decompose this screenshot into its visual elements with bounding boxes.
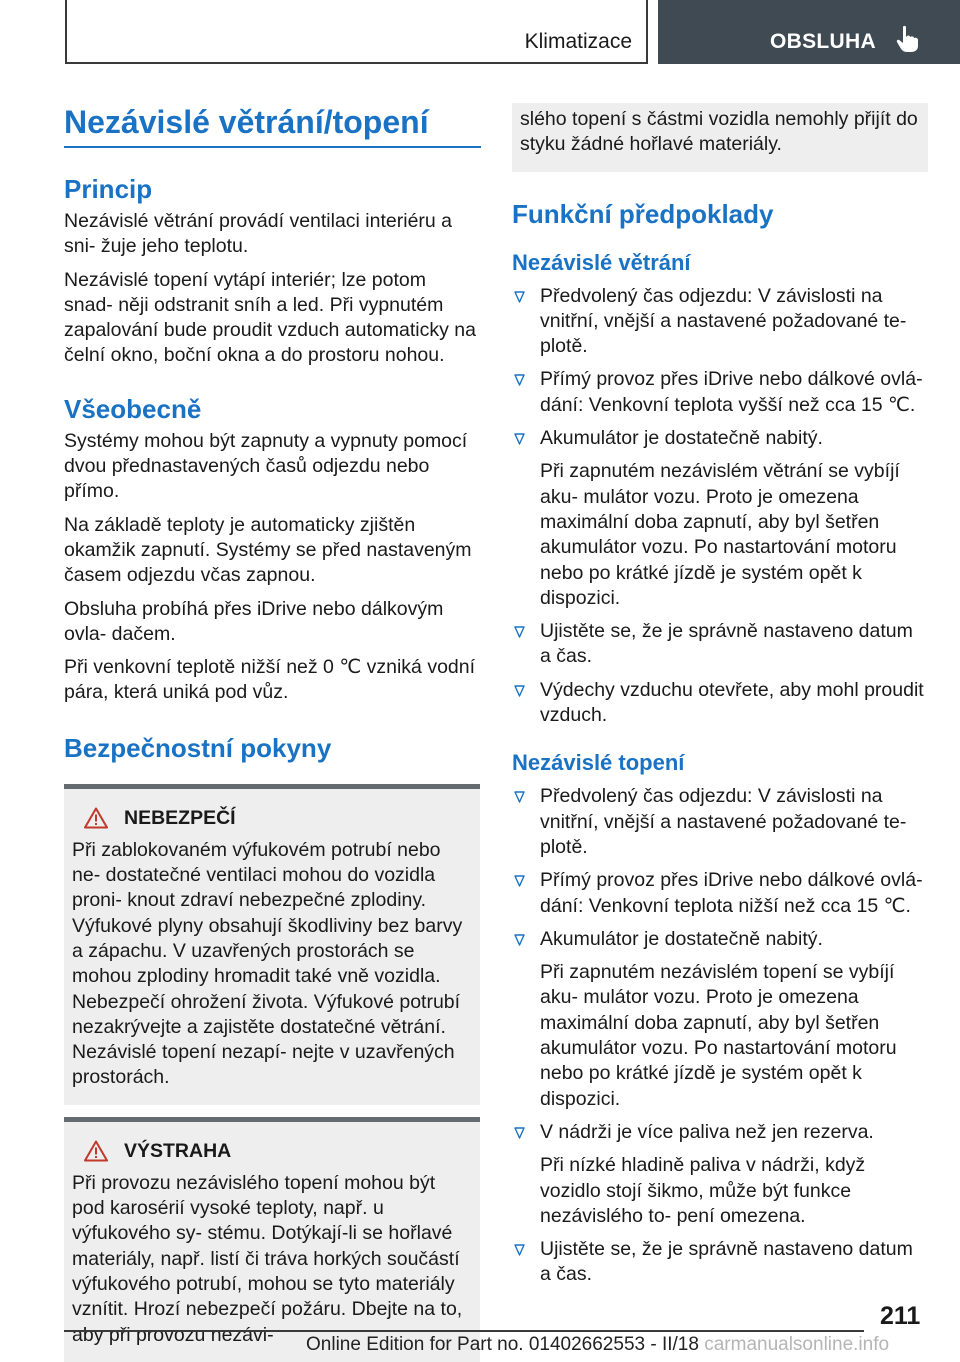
warning-header [84, 1140, 472, 1163]
warning-continued [512, 103, 928, 172]
list-item-text: Akumulátor je dostatečně nabitý. [540, 927, 823, 950]
list-item-subtext: Při zapnutém nezávislém větrání se vybíjí aku- mulátor vozu. Proto je omezena maximální doba zapnutí, aby byl šetřen akumulátor vozu. Po nastartování motoru nebo po krátké jízdě je systém opět k dispozici. [540, 460, 900, 609]
list-item-text: Předvolený čas odjezdu: V závislosti na vnitřní, vnější a nastavené požadované te- plotě. [540, 284, 907, 358]
section-tab [658, 0, 960, 64]
topeni-list [512, 784, 928, 1287]
page-title: Nezávislé větrání/topení [64, 104, 429, 140]
vseobecne-paragraph-1: Systémy mohou být zapnuty a vypnuty pomocí dvou přednastavených časů odjezdu nebo přímo. [64, 429, 468, 503]
list-item-text: Akumulátor je dostatečně nabitý. [540, 427, 823, 450]
page-number: 211 [880, 1302, 921, 1330]
vseobecne-paragraph-3: Obsluha probíhá přes iDrive nebo dálkovým ovla- dačem. [64, 597, 444, 645]
triangle-bullet-icon [514, 374, 525, 386]
footer [306, 1334, 889, 1356]
heading-nezavisle-topeni: Nezávislé topení [512, 750, 685, 776]
list-item [512, 927, 928, 1112]
danger-notice [64, 784, 480, 1105]
list-item-text: Přímý provoz přes iDrive nebo dálkové ovlá- dání: Venkovní teplota nižší než cca 15 ℃. [540, 869, 923, 917]
triangle-bullet-icon [514, 626, 525, 638]
title-rule [64, 146, 481, 148]
edition-text: Online Edition for Part no. 01402662553 - II/18 [306, 1334, 699, 1355]
list-item-subtext: Při nízké hladině paliva v nádrži, když vozidlo stojí šikmo, může být funkce nezávislého to- pení omezena. [540, 1154, 866, 1227]
list-item-subtext: Při zapnutém nezávislém topení se vybíjí aku- mulátor vozu. Proto je omezena maximální doba zapnutí, aby byl šetřen akumulátor vozu. Po nastartování motoru nebo po krátké jízdě je systém opět k dispozici. [540, 961, 897, 1110]
page-header [65, 0, 648, 64]
chapter-title: Klimatizace [524, 30, 632, 53]
watermark: carmanualsonline.info [704, 1334, 890, 1355]
heading-nezavisle-vetrani: Nezávislé větrání [512, 249, 691, 275]
danger-text: Při zablokovaném výfukovém potrubí nebo ne- dostatečné ventilaci mohou do vozidla proni- knout zdraví nebezpečné zplodiny. Výfukové plyny obsahují škodliviny bez barvy a zápachu. V uzavřených prostorách se mohou zplodiny hromadit také vně vozidla. Nebezpečí ohrožení života. Výfukové potrubí nezakrývejte a zajistěte dostatečné větrání. Nezávislé topení nezapí- nejte v uzavřených prostorách. [72, 838, 463, 1089]
heading-bezpecnostni-pokyny: Bezpečnostní pokyny [64, 732, 332, 763]
vseobecne-paragraph-4: Při venkovní teplotě nižší než 0 ℃ vzniká vodní pára, která uniká pod vůz. [64, 656, 476, 704]
triangle-bullet-icon [514, 791, 525, 803]
list-item-text: Výdechy vzduchu otevřete, aby mohl proudit vzduch. [540, 678, 924, 727]
warning-triangle-icon [84, 1140, 108, 1162]
list-item [512, 1120, 928, 1229]
list-item-text: Předvolený čas odjezdu: V závislosti na vnitřní, vnější a nastavené požadované te- plotě. [540, 785, 907, 858]
list-item [512, 868, 928, 919]
list-item-text: V nádrži je více paliva než jen rezerva. [540, 1120, 874, 1143]
list-item [512, 619, 928, 670]
left-column [64, 100, 480, 1362]
heading-vseobecne: Všeobecně [64, 393, 202, 424]
heading-funkcni-predpoklady: Funkční předpoklady [512, 198, 774, 229]
list-item [512, 678, 928, 729]
list-item [512, 367, 928, 418]
triangle-bullet-icon [514, 1244, 525, 1256]
list-item [512, 284, 928, 360]
danger-header [84, 807, 472, 830]
warning-title: VÝSTRAHA [124, 1139, 232, 1162]
triangle-bullet-icon [514, 433, 525, 445]
princip-paragraph-2: Nezávislé topení vytápí interiér; lze potom snad- něji odstranit sníh a led. Při vypnutém zapalování bude proudit vzduch automaticky na čelní okno, boční okna a do prostoru nohou. [64, 268, 476, 367]
list-item [512, 426, 928, 611]
warning-text: Při provozu nezávislého topení mohou být pod karosérií vysoké teploty, např. u výfukového sy- stému. Dotýkají-li se hořlavé materiály, např. listí či tráva horkých součástí výfukového potrubí, mohou se tyto materiály vznítit. Hrozí nebezpečí požáru. Dbejte na to, aby při provozu nezávi- [72, 1171, 463, 1346]
warning-triangle-icon [84, 807, 108, 829]
triangle-bullet-icon [514, 291, 525, 303]
list-item-text: Přímý provoz přes iDrive nebo dálkové ovlá- dání: Venkovní teplota vyšší než cca 15 ℃. [540, 368, 923, 416]
triangle-bullet-icon [514, 685, 525, 697]
list-item-text: Ujistěte se, že je správně nastaveno datum a čas. [540, 620, 913, 668]
triangle-bullet-icon [514, 875, 525, 887]
triangle-bullet-icon [514, 1127, 525, 1139]
warning-continued-text: slého topení s částmi vozidla nemohly přijít do styku žádné hořlavé materiály. [520, 108, 918, 156]
warning-notice [64, 1117, 480, 1362]
list-item-text: Ujistěte se, že je správně nastaveno datum a čas. [540, 1238, 913, 1286]
vseobecne-paragraph-2: Na základě teploty je automaticky zjištěn okamžik zapnutí. Systémy se před nastaveným časem odjezdu včas zapnou. [64, 513, 472, 587]
triangle-bullet-icon [514, 934, 525, 946]
right-column [512, 103, 928, 1296]
section-tab-label: OBSLUHA [770, 30, 876, 53]
pointing-hand-icon [895, 25, 921, 53]
vetrani-list [512, 284, 928, 729]
danger-title: NEBEZPEČÍ [124, 806, 236, 829]
heading-princip: Princip [64, 174, 153, 204]
list-item [512, 784, 928, 860]
footer-rule [64, 1330, 864, 1332]
list-item [512, 1237, 928, 1288]
princip-paragraph-1: Nezávislé větrání provádí ventilaci interiéru a sni- žuje jeho teplotu. [64, 210, 453, 258]
